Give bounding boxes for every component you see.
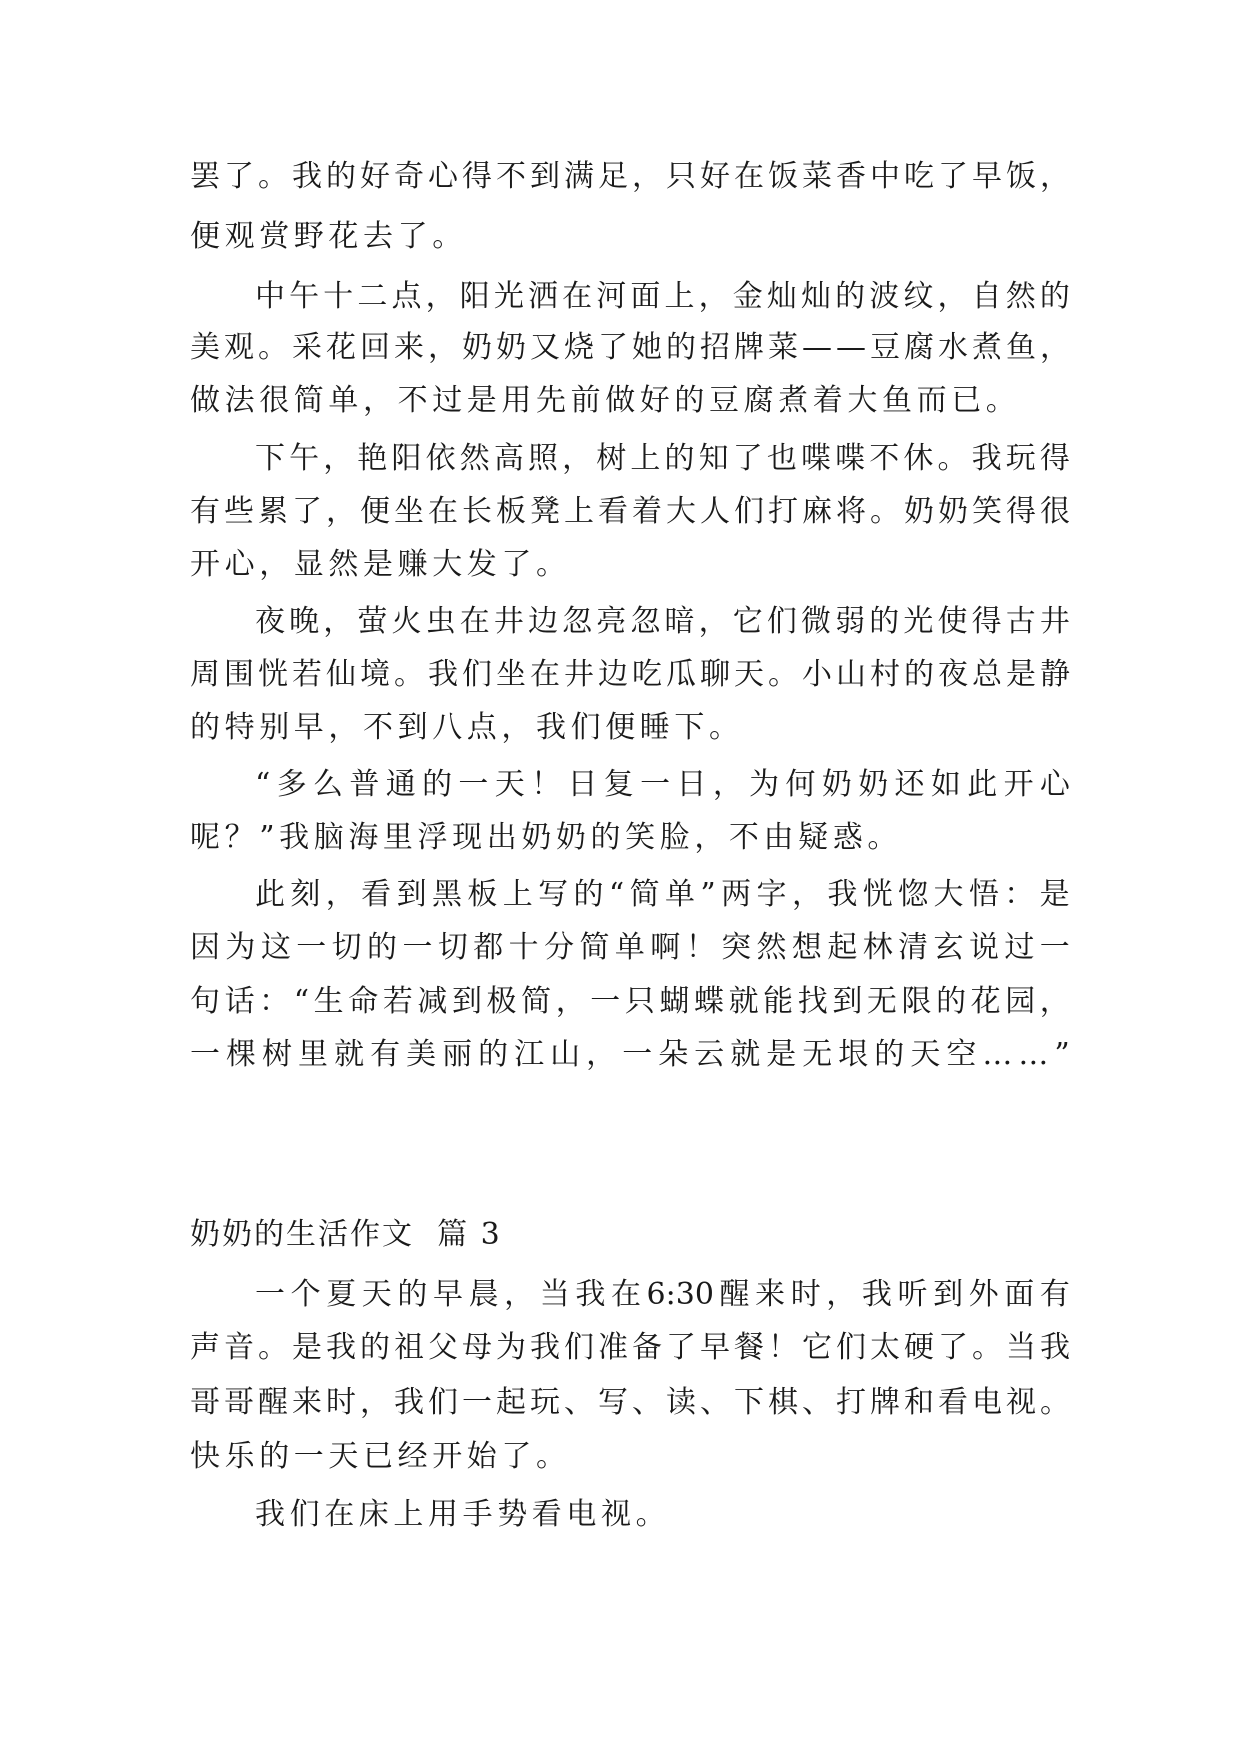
text-line: “ 多 么 普 通 的 一 天 ！ 日 复 一 日 ， 为 何 奶 奶 还 如 此 开 心 [255, 767, 1070, 802]
text-line: 声 音 。 是 我 的 祖 父 母 为 我 们 准 备 了 早 餐 ！ 它 们 太 硬 了 。 当 我 [190, 1330, 1070, 1365]
text-line: 夜 晚 ， 萤 火 虫 在 井 边 忽 亮 忽 暗 ， 它 们 微 弱 的 光 使 得 古 井 [255, 604, 1070, 639]
text-line: 中 午 十 二 点 ， 阳 光 洒 在 河 面 上 ， 金 灿 灿 的 波 纹 ， 自 然 的 [255, 279, 1070, 314]
text-line: 罢 了 。 我 的 好 奇 心 得 不 到 满 足 ， 只 好 在 饭 菜 香 中 吃 了 早 饭 ， [190, 159, 1070, 194]
text-line: 呢？”我脑海里浮现出奶奶的笑脸，不由疑惑。 [190, 820, 902, 855]
text-line: 快乐的一天已经开始了。 [190, 1439, 571, 1474]
text-line: 一 棵 树 里 就 有 美 丽 的 江 山 ， 一 朵 云 就 是 无 垠 的 天 空 … … ” [190, 1037, 1070, 1072]
section-heading: 奶奶的生活作文 篇 3 [190, 1217, 502, 1252]
text-line: 做法很简单，不过是用先前做好的豆腐煮着大鱼而已。 [190, 383, 1021, 418]
text-line: 一 个 夏 天 的 早 晨 ， 当 我 在 6:30 醒 来 时 ， 我 听 到 外 面 有 [255, 1277, 1070, 1312]
text-line: 开心，显然是赚大发了。 [190, 547, 571, 582]
text-line: 的特别早，不到八点，我们便睡下。 [190, 710, 744, 745]
text-line: 周 围 恍 若 仙 境 。 我 们 坐 在 井 边 吃 瓜 聊 天 。 小 山 村 的 夜 总 是 静 [190, 657, 1070, 692]
text-line: 此 刻 ， 看 到 黑 板 上 写 的 “ 简 单 ” 两 字 ， 我 恍 惚 大 悟 ： 是 [255, 877, 1070, 912]
text-line: 句 话 ： “ 生 命 若 减 到 极 简 ， 一 只 蝴 蝶 就 能 找 到 无 限 的 花 园 ， [190, 984, 1070, 1019]
text-line: 便观赏野花去了。 [190, 219, 467, 254]
text-line: 哥 哥 醒 来 时 ， 我 们 一 起 玩 、 写 、 读 、 下 棋 、 打 牌 和 看 电 视 。 [190, 1385, 1070, 1420]
text-line: 有 些 累 了 ， 便 坐 在 长 板 凳 上 看 着 大 人 们 打 麻 将 。 奶 奶 笑 得 很 [190, 494, 1070, 529]
text-line: 下 午 ， 艳 阳 依 然 高 照 ， 树 上 的 知 了 也 喋 喋 不 休 。 我 玩 得 [255, 441, 1070, 476]
text-line: 因 为 这 一 切 的 一 切 都 十 分 简 单 啊 ！ 突 然 想 起 林 清 玄 说 过 一 [190, 930, 1070, 965]
text-line: 我们在床上用手势看电视。 [255, 1497, 671, 1532]
text-line: 美 观 。 采 花 回 来 ， 奶 奶 又 烧 了 她 的 招 牌 菜 — — 豆 腐 水 煮 鱼 ， [190, 330, 1070, 365]
